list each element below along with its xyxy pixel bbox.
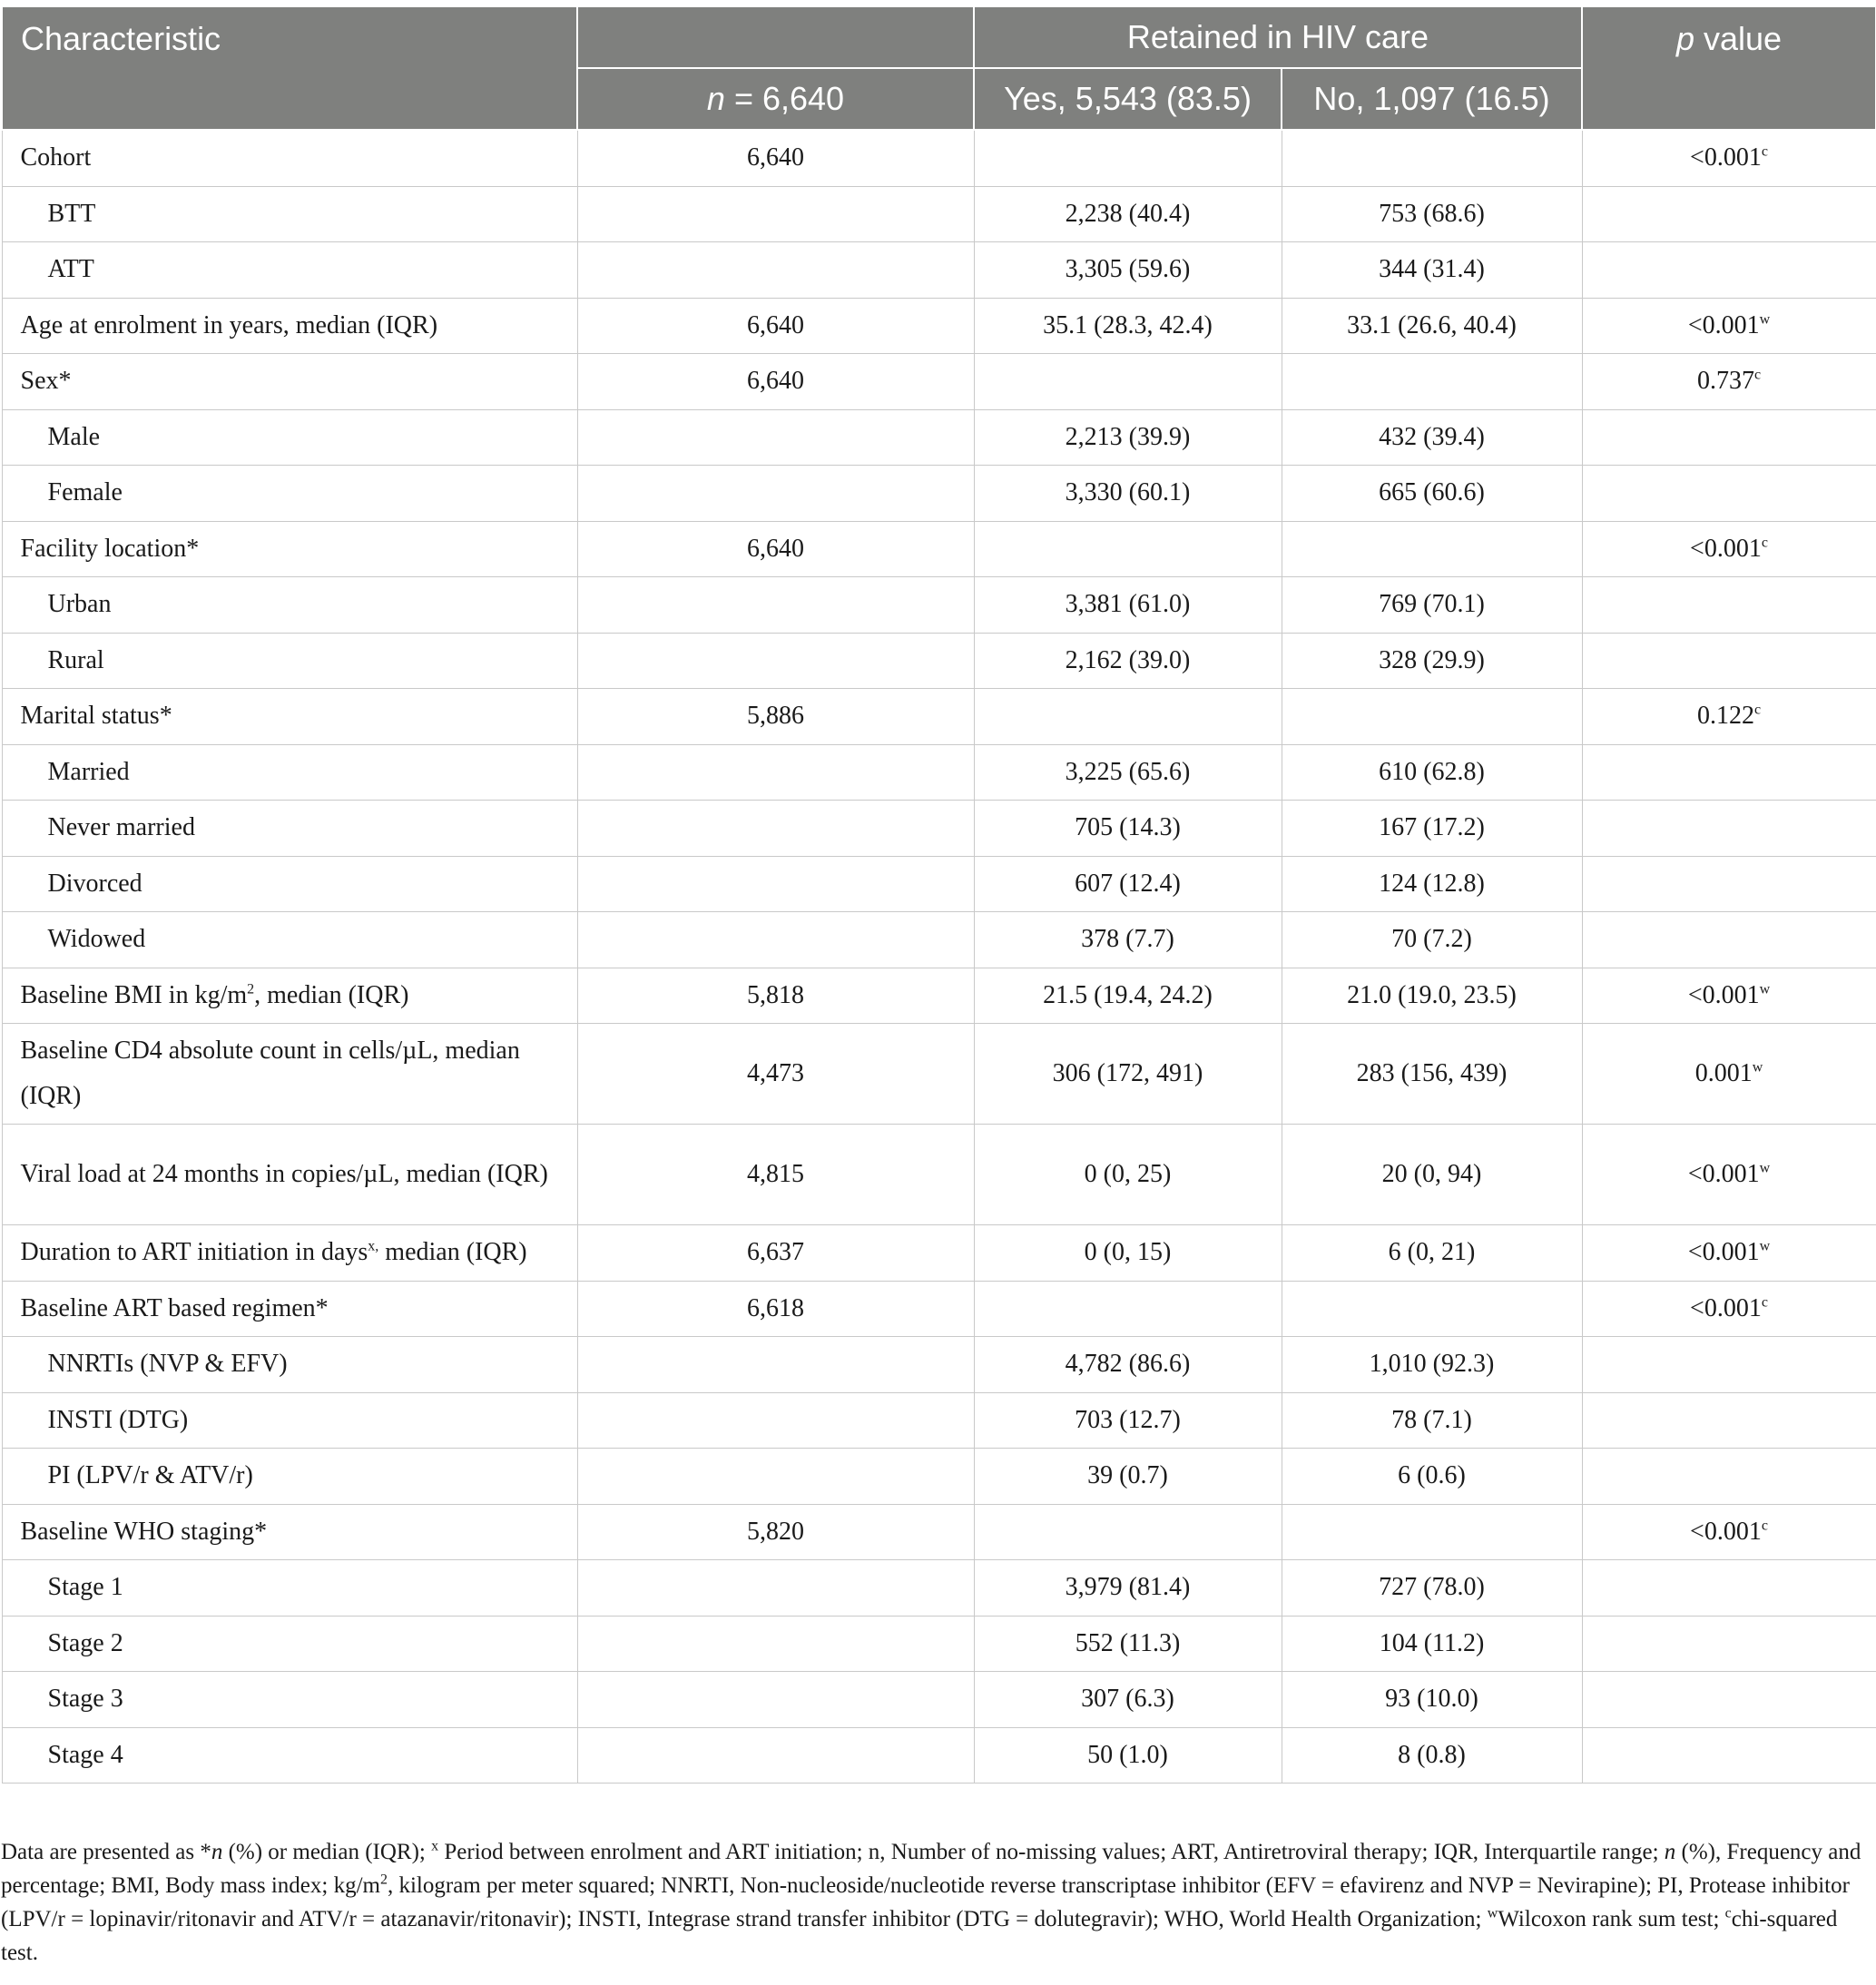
cell-p-value — [1582, 521, 1876, 577]
cell-n: 5,818 — [577, 968, 974, 1024]
cell-yes: 3,979 (81.4) — [974, 1560, 1282, 1616]
cell-p-value — [1582, 1560, 1876, 1616]
table-row — [2, 1560, 1876, 1616]
characteristic-label: PI (LPV/r & ATV/r) — [47, 1461, 253, 1490]
cell-no: 70 (7.2) — [1282, 912, 1582, 968]
cell-no: 610 (62.8) — [1282, 744, 1582, 801]
characteristics-table — [1, 7, 1876, 1784]
cell-characteristic — [2, 1560, 577, 1616]
cell-p-value — [1582, 130, 1876, 186]
characteristic-label: Male — [47, 422, 101, 451]
characteristic-label: Stage 2 — [47, 1628, 123, 1657]
header-p-rest: value — [1694, 20, 1783, 57]
table-row — [2, 186, 1876, 242]
characteristic-label-after: median (IQR) — [378, 1238, 527, 1267]
cell-n — [577, 744, 974, 801]
cell-characteristic — [2, 1337, 577, 1393]
characteristic-label: Baseline ART based regimen* — [20, 1293, 329, 1322]
table-row — [2, 1449, 1876, 1505]
cell-p-value — [1582, 744, 1876, 801]
p-value-test-marker: w — [1759, 1238, 1771, 1254]
p-value-test-marker: w — [1759, 1160, 1771, 1176]
cell-characteristic — [2, 1727, 577, 1784]
cell-no — [1282, 1281, 1582, 1337]
cell-yes: 705 (14.3) — [974, 801, 1282, 857]
cell-yes: 4,782 (86.6) — [974, 1337, 1282, 1393]
cell-yes: 39 (0.7) — [974, 1449, 1282, 1505]
cell-n: 6,640 — [577, 298, 974, 354]
cell-n — [577, 1672, 974, 1728]
characteristic-label-sup: x, — [368, 1238, 379, 1254]
cell-n — [577, 1392, 974, 1449]
characteristic-label: Stage 3 — [47, 1685, 123, 1714]
cell-characteristic — [2, 1392, 577, 1449]
cell-characteristic — [2, 689, 577, 745]
cell-p-value — [1582, 1504, 1876, 1560]
cell-characteristic — [2, 242, 577, 299]
table-row — [2, 1727, 1876, 1784]
cell-yes: 607 (12.4) — [974, 856, 1282, 912]
table-row — [2, 744, 1876, 801]
p-value-test-marker: c — [1761, 1294, 1768, 1311]
footnote-part3-italic: n — [1664, 1840, 1676, 1864]
cell-n — [577, 186, 974, 242]
cell-yes: 2,238 (40.4) — [974, 186, 1282, 242]
cell-no: 167 (17.2) — [1282, 801, 1582, 857]
cell-n: 6,637 — [577, 1225, 974, 1282]
cell-p-value — [1582, 1125, 1876, 1225]
table-row — [2, 1225, 1876, 1282]
characteristic-label-sup: 2 — [247, 981, 255, 997]
table-footnote — [1, 1835, 1871, 1970]
cell-characteristic — [2, 466, 577, 522]
p-value-test-marker: w — [1752, 1059, 1763, 1076]
characteristic-label: Rural — [47, 645, 104, 674]
cell-p-value — [1582, 1281, 1876, 1337]
cell-n — [577, 409, 974, 466]
cell-p-value — [1582, 689, 1876, 745]
cell-p-value — [1582, 1225, 1876, 1282]
cell-n — [577, 1560, 974, 1616]
header-p-value — [1582, 7, 1876, 130]
characteristic-label: Baseline WHO staging* — [20, 1517, 268, 1546]
cell-no: 33.1 (26.6, 40.4) — [1282, 298, 1582, 354]
characteristic-label: Age at enrolment in years, median (IQR) — [20, 310, 438, 339]
characteristic-label: Cohort — [20, 143, 92, 172]
characteristic-label: Urban — [47, 590, 112, 619]
cell-no: 21.0 (19.0, 23.5) — [1282, 968, 1582, 1024]
cell-p-value — [1582, 466, 1876, 522]
cell-p-value — [1582, 633, 1876, 689]
cell-characteristic — [2, 801, 577, 857]
cell-yes: 3,330 (60.1) — [974, 466, 1282, 522]
cell-p-value — [1582, 968, 1876, 1024]
cell-no — [1282, 1504, 1582, 1560]
p-value: 0.122 — [1696, 702, 1754, 731]
cell-yes: 21.5 (19.4, 24.2) — [974, 968, 1282, 1024]
cell-characteristic — [2, 577, 577, 634]
cell-p-value — [1582, 409, 1876, 466]
cell-p-value — [1582, 1449, 1876, 1505]
cell-characteristic — [2, 521, 577, 577]
p-value: 0.737 — [1696, 367, 1754, 396]
header-characteristic: Characteristic — [2, 7, 577, 130]
cell-no: 8 (0.8) — [1282, 1727, 1582, 1784]
cell-characteristic — [2, 1225, 577, 1282]
cell-n — [577, 801, 974, 857]
characteristic-label: BTT — [47, 199, 96, 228]
p-value-test-marker: c — [1761, 1518, 1768, 1534]
cell-yes: 3,305 (59.6) — [974, 242, 1282, 299]
table-row — [2, 1392, 1876, 1449]
cell-no: 665 (60.6) — [1282, 466, 1582, 522]
cell-p-value — [1582, 1392, 1876, 1449]
cell-yes: 35.1 (28.3, 42.4) — [974, 298, 1282, 354]
cell-no: 1,010 (92.3) — [1282, 1337, 1582, 1393]
cell-n: 5,886 — [577, 689, 974, 745]
cell-n: 6,640 — [577, 521, 974, 577]
cell-characteristic — [2, 968, 577, 1024]
table-row — [2, 856, 1876, 912]
cell-n — [577, 577, 974, 634]
characteristic-label: Female — [47, 478, 123, 507]
footnote-part1: Data are presented as * — [1, 1840, 211, 1864]
footnote-part5: , kilogram per meter squared; NNRTI, Non-nucleoside/nucleotide reverse transcriptase inhibitor (EFV = efavirenz and NVP = Nevirapine); PI, Protease inhibitor (LPV/r = lopinavir/ritonavir and ATV/r = atazanavir/ritonavir); INSTI, Integrase strand transfer inhibitor (DTG = dolutegravir); WHO, World Health Organization; — [1, 1873, 1850, 1931]
cell-no: 20 (0, 94) — [1282, 1125, 1582, 1225]
cell-n — [577, 912, 974, 968]
table-row — [2, 577, 1876, 634]
characteristic-label: Stage 1 — [47, 1573, 123, 1602]
cell-no: 93 (10.0) — [1282, 1672, 1582, 1728]
header-n — [577, 68, 974, 130]
cell-p-value — [1582, 1024, 1876, 1125]
cell-n — [577, 1727, 974, 1784]
cell-n — [577, 466, 974, 522]
cell-yes: 3,225 (65.6) — [974, 744, 1282, 801]
characteristic-label: NNRTIs (NVP & EFV) — [47, 1350, 288, 1379]
characteristic-label-after: , median (IQR) — [254, 980, 409, 1009]
cell-yes: 2,213 (39.9) — [974, 409, 1282, 466]
cell-no: 78 (7.1) — [1282, 1392, 1582, 1449]
cell-no: 283 (156, 439) — [1282, 1024, 1582, 1125]
table-row — [2, 409, 1876, 466]
cell-no: 432 (39.4) — [1282, 409, 1582, 466]
characteristic-label: Stage 4 — [47, 1740, 123, 1769]
cell-n — [577, 242, 974, 299]
cell-yes — [974, 689, 1282, 745]
cell-p-value — [1582, 186, 1876, 242]
p-value: <0.001 — [1687, 1160, 1760, 1188]
cell-characteristic — [2, 1024, 577, 1125]
characteristic-label: Widowed — [47, 925, 146, 954]
p-value: <0.001 — [1687, 980, 1760, 1009]
table-row — [2, 1125, 1876, 1225]
table-row — [2, 521, 1876, 577]
table-row — [2, 354, 1876, 410]
cell-characteristic — [2, 1281, 577, 1337]
cell-n: 4,473 — [577, 1024, 974, 1125]
cell-no: 6 (0.6) — [1282, 1449, 1582, 1505]
cell-p-value — [1582, 1672, 1876, 1728]
cell-no — [1282, 521, 1582, 577]
cell-n: 4,815 — [577, 1125, 974, 1225]
cell-n — [577, 633, 974, 689]
cell-yes: 552 (11.3) — [974, 1616, 1282, 1672]
cell-yes: 307 (6.3) — [974, 1672, 1282, 1728]
cell-characteristic — [2, 633, 577, 689]
cell-p-value — [1582, 856, 1876, 912]
table-row — [2, 689, 1876, 745]
cell-yes: 3,381 (61.0) — [974, 577, 1282, 634]
cell-n: 6,618 — [577, 1281, 974, 1337]
cell-no: 6 (0, 21) — [1282, 1225, 1582, 1282]
footnote-sup-x: x — [431, 1838, 439, 1854]
table-row — [2, 298, 1876, 354]
cell-no — [1282, 689, 1582, 745]
footnote-part3: Period between enrolment and ART initiation; n, Number of no-missing values; ART, Antiretroviral therapy; IQR, Interquartile range; — [438, 1840, 1665, 1864]
footnote-sup-2: 2 — [379, 1872, 388, 1888]
cell-characteristic — [2, 912, 577, 968]
characteristic-label: ATT — [47, 255, 94, 284]
cell-yes: 2,162 (39.0) — [974, 633, 1282, 689]
cell-yes — [974, 1504, 1282, 1560]
cell-characteristic — [2, 186, 577, 242]
header-retained: Retained in HIV care — [974, 7, 1582, 68]
table-row — [2, 242, 1876, 299]
characteristic-label: Never married — [47, 813, 195, 842]
characteristic-label: Facility location* — [20, 534, 200, 563]
table-row — [2, 968, 1876, 1024]
characteristic-label: Baseline BMI in kg/m — [20, 980, 248, 1009]
cell-n — [577, 1337, 974, 1393]
p-value-test-marker: w — [1759, 311, 1771, 328]
cell-no: 344 (31.4) — [1282, 242, 1582, 299]
table-row — [2, 801, 1876, 857]
cell-n: 5,820 — [577, 1504, 974, 1560]
cell-yes — [974, 1281, 1282, 1337]
characteristic-label: Baseline CD4 absolute count in cells/µL, median (IQR) — [20, 1037, 520, 1110]
table-body — [2, 130, 1876, 1784]
table-row — [2, 1281, 1876, 1337]
footnote-sup-c: c — [1724, 1905, 1732, 1921]
table-row — [2, 633, 1876, 689]
cell-no: 328 (29.9) — [1282, 633, 1582, 689]
cell-p-value — [1582, 577, 1876, 634]
cell-n — [577, 1449, 974, 1505]
cell-characteristic — [2, 856, 577, 912]
p-value-test-marker: c — [1761, 143, 1768, 160]
p-value: <0.001 — [1690, 534, 1762, 563]
cell-p-value — [1582, 242, 1876, 299]
cell-no: 124 (12.8) — [1282, 856, 1582, 912]
cell-yes — [974, 521, 1282, 577]
cell-characteristic — [2, 1672, 577, 1728]
p-value-test-marker: c — [1753, 702, 1762, 718]
footnote-sup-w: w — [1487, 1905, 1498, 1921]
cell-no: 104 (11.2) — [1282, 1616, 1582, 1672]
cell-no — [1282, 354, 1582, 410]
table-header — [2, 7, 1876, 130]
characteristic-label: Duration to ART initiation in days — [20, 1238, 368, 1267]
cell-p-value — [1582, 354, 1876, 410]
characteristic-label: Sex* — [20, 367, 72, 396]
footnote-part4: (%), Frequency and percentage; BMI, Body mass index; kg/m — [1, 1840, 1861, 1898]
cell-yes — [974, 130, 1282, 186]
p-value: 0.001 — [1694, 1059, 1753, 1087]
cell-yes: 0 (0, 25) — [974, 1125, 1282, 1225]
cell-n — [577, 856, 974, 912]
cell-no: 727 (78.0) — [1282, 1560, 1582, 1616]
p-value: <0.001 — [1687, 1238, 1760, 1267]
characteristic-label: Married — [47, 757, 130, 786]
characteristic-label: Divorced — [47, 869, 142, 898]
p-value: <0.001 — [1690, 143, 1762, 172]
table-row — [2, 1504, 1876, 1560]
footnote-part7: chi-squared test. — [1, 1907, 1838, 1965]
header-n-italic: n — [706, 80, 725, 117]
cell-characteristic — [2, 1504, 577, 1560]
header-yes: Yes, 5,543 (83.5) — [974, 68, 1282, 130]
cell-p-value — [1582, 298, 1876, 354]
p-value: <0.001 — [1690, 1293, 1762, 1322]
cell-characteristic — [2, 409, 577, 466]
table-row — [2, 130, 1876, 186]
table-row — [2, 1616, 1876, 1672]
characteristic-label: Marital status* — [20, 702, 172, 731]
header-blank — [577, 7, 974, 68]
cell-characteristic — [2, 354, 577, 410]
cell-characteristic — [2, 744, 577, 801]
cell-no — [1282, 130, 1582, 186]
cell-no: 769 (70.1) — [1282, 577, 1582, 634]
cell-characteristic — [2, 1449, 577, 1505]
cell-characteristic — [2, 1616, 577, 1672]
cell-yes: 378 (7.7) — [974, 912, 1282, 968]
p-value-test-marker: c — [1753, 367, 1762, 383]
cell-yes: 0 (0, 15) — [974, 1225, 1282, 1282]
cell-characteristic — [2, 1125, 577, 1225]
footnote-part2: (%) or median (IQR); — [222, 1840, 432, 1864]
table-row — [2, 466, 1876, 522]
cell-yes: 50 (1.0) — [974, 1727, 1282, 1784]
cell-yes: 703 (12.7) — [974, 1392, 1282, 1449]
cell-n — [577, 1616, 974, 1672]
p-value: <0.001 — [1687, 310, 1760, 339]
cell-n: 6,640 — [577, 130, 974, 186]
cell-characteristic — [2, 130, 577, 186]
cell-n: 6,640 — [577, 354, 974, 410]
table-row — [2, 1024, 1876, 1125]
header-n-rest: = 6,640 — [724, 80, 845, 117]
cell-p-value — [1582, 912, 1876, 968]
cell-p-value — [1582, 801, 1876, 857]
cell-characteristic — [2, 298, 577, 354]
cell-p-value — [1582, 1337, 1876, 1393]
cell-no: 753 (68.6) — [1282, 186, 1582, 242]
cell-yes: 306 (172, 491) — [974, 1024, 1282, 1125]
table-row — [2, 912, 1876, 968]
footnote-part6: Wilcoxon rank sum test; — [1498, 1907, 1725, 1931]
header-no: No, 1,097 (16.5) — [1282, 68, 1582, 130]
table-row — [2, 1672, 1876, 1728]
header-p-italic: p — [1675, 20, 1694, 57]
cell-p-value — [1582, 1727, 1876, 1784]
characteristic-label: INSTI (DTG) — [47, 1405, 189, 1434]
table-row — [2, 1337, 1876, 1393]
cell-p-value — [1582, 1616, 1876, 1672]
p-value-test-marker: c — [1761, 535, 1768, 551]
cell-yes — [974, 354, 1282, 410]
footnote-part1-italic: n — [211, 1840, 223, 1864]
p-value: <0.001 — [1690, 1517, 1762, 1546]
characteristic-label: Viral load at 24 months in copies/µL, median (IQR) — [20, 1160, 548, 1188]
p-value-test-marker: w — [1759, 981, 1771, 997]
